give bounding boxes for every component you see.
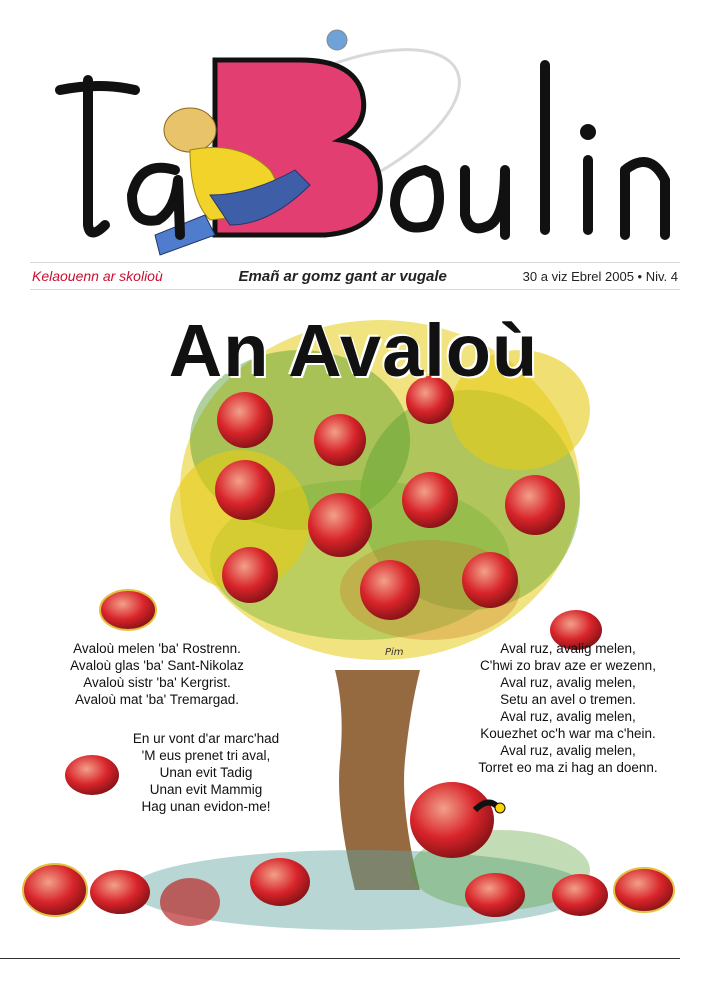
poem-line: Aval ruz, avalig melen, (500, 641, 636, 656)
planet-icon (327, 30, 347, 50)
poem-line: Avaloù melen 'ba' Rostrenn. (73, 641, 241, 656)
apple-icon (552, 874, 608, 916)
issue-date: 30 a viz Ebrel 2005 • Niv. 4 (522, 268, 678, 284)
apple-icon (614, 868, 674, 912)
poem-line: Avaloù sistr 'ba' Kergrist. (83, 675, 231, 690)
apple-icon (100, 590, 156, 630)
poem-line: Aval ruz, avalig melen, (500, 709, 636, 724)
header-strip (30, 262, 680, 290)
apple-icon (23, 864, 87, 916)
poem-line: Hag unan evidon-me! (141, 799, 271, 814)
poem-line: Unan evit Tadig (159, 765, 253, 780)
apple-icon (308, 493, 372, 557)
apple-icon (505, 475, 565, 535)
apple-icon (90, 870, 150, 914)
cover-title: An Avaloù (168, 309, 539, 392)
poem-line: Aval ruz, avalig melen, (500, 675, 636, 690)
poem-line: Setu an avel o tremen. (500, 692, 636, 707)
artist-signature: Pim (385, 647, 404, 658)
masthead (0, 0, 707, 262)
poem-line: 'M eus prenet tri aval, (141, 748, 271, 763)
poem-left-top (26, 640, 288, 708)
apple-icon (215, 460, 275, 520)
poem-line: Unan evit Mammig (149, 782, 263, 797)
apple-icon (402, 472, 458, 528)
poem-line: En ur vont d'ar marc'had (132, 731, 280, 746)
publication-tagline: Emañ ar gomz gant ar vugale (238, 267, 447, 285)
poem-right (448, 640, 688, 776)
poem-line: Aval ruz, avalig melen, (500, 743, 636, 758)
poem-line: Kouezhet oc'h war ma c'hein. (480, 726, 656, 741)
apple-icon (222, 547, 278, 603)
poem-line: Avaloù mat 'ba' Tremargad. (75, 692, 239, 707)
poem-line: Avaloù glas 'ba' Sant-Nikolaz (70, 658, 244, 673)
logo (40, 20, 680, 260)
apple-icon (250, 858, 310, 906)
apple-icon (360, 560, 420, 620)
publication-subtitle: Kelaouenn ar skolioù (32, 268, 163, 284)
apple-icon (160, 878, 220, 926)
apple-icon (217, 392, 273, 448)
apple-icon (465, 873, 525, 917)
poem-line: C'hwi zo brav aze er wezenn, (480, 658, 656, 673)
poem-left-bottom (100, 730, 312, 815)
apple-icon (462, 552, 518, 608)
apple-icon (314, 414, 366, 466)
poem-line: Torret eo ma zi hag an doenn. (478, 760, 658, 775)
footer-rule (0, 958, 680, 959)
